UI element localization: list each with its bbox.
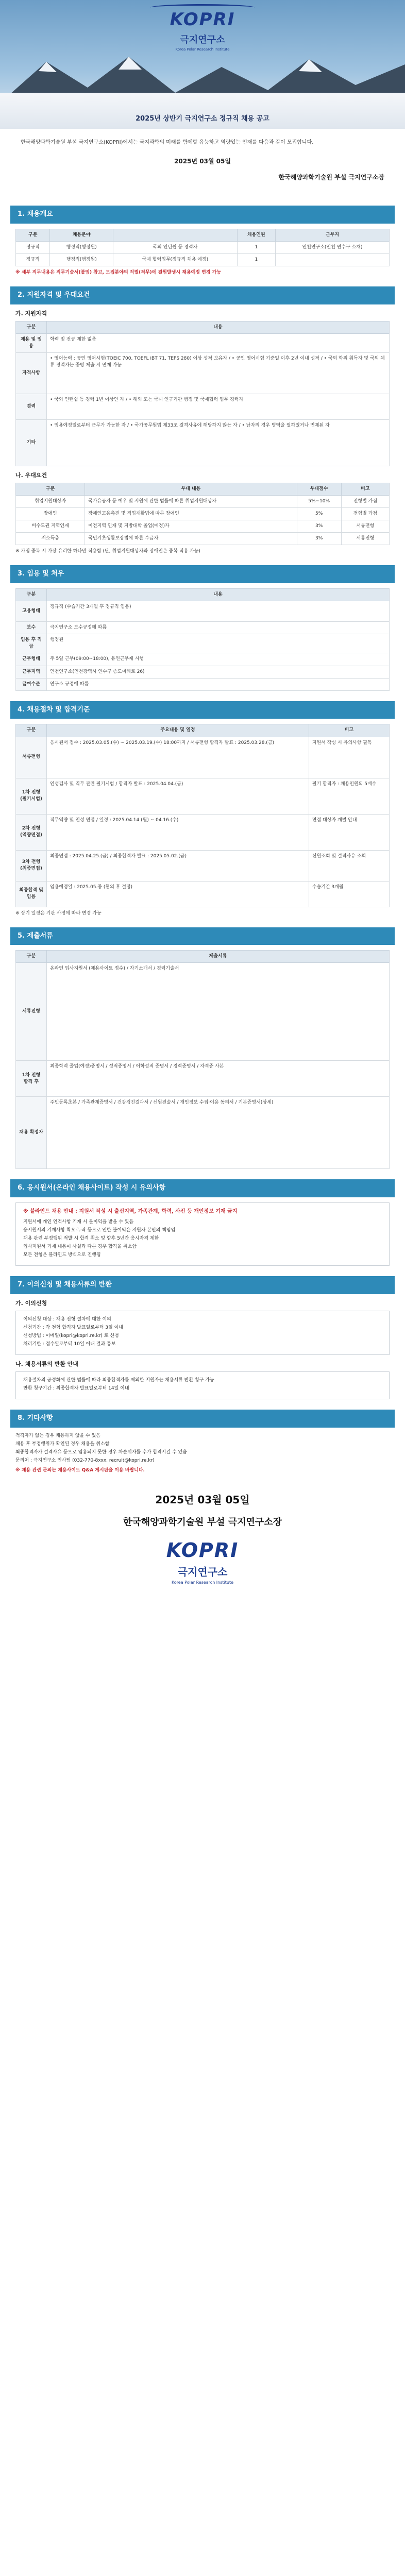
pref-table	[15, 483, 390, 545]
procedure-note: ※ 상기 일정은 기관 사정에 따라 변경 가능	[15, 910, 102, 916]
table-row: 경력 • 국외 인턴쉽 등 경력 1년 이상인 자 / • 해외 또는 국내 연구기관 행정 및 국제협력 업무 경력자	[16, 394, 390, 420]
section-qualification-header: 2. 지원자격 및 우대요건	[10, 286, 395, 304]
cautions-box	[15, 1202, 390, 1266]
table-header: 채용분야	[50, 229, 113, 242]
footer-logo-name: 극지연구소	[177, 1566, 228, 1579]
section-employment	[0, 588, 405, 690]
table-header: 비고	[309, 724, 389, 737]
appeal-box	[15, 1311, 390, 1355]
intro-paragraph: 한국해양과학기술원 부설 극지연구소(KOPRI)에서는 극지과학의 미래를 함께할 유능하고 역량있는 인재를 다음과 같이 모집합니다.	[21, 140, 314, 145]
table-row: 3차 전형 (최종면접) 최종면접 : 2025.04.25.(금) / 최종합격자 발표 : 2025.05.02.(금) 신원조회 및 결격사유 조회	[16, 850, 390, 881]
table-row: 정규직 행정직(행정원) 국외 인턴쉽 등 경력자 1 인천연구소(인천 연수구 소재)	[16, 242, 390, 254]
section-qualification	[0, 310, 405, 555]
section-procedure	[0, 724, 405, 917]
table-header	[113, 229, 238, 242]
table-header: 구분	[16, 229, 50, 242]
footer-org: 한국해양과학기술원 부설 극지연구소장	[123, 1517, 282, 1528]
list-item: 처리기한 : 접수일로부터 10일 이내 결과 통보	[23, 1341, 116, 1347]
section-cautions	[0, 1202, 405, 1266]
logo-name: 극지연구소	[180, 35, 225, 46]
table-row: 채용 확정자 주민등록초본 / 가족관계증명서 / 건강검진결과서 / 신원진술서 / 개인정보 수집·이용 동의서 / 기본증명서(상세)	[16, 1097, 390, 1169]
qual-sub-title: 가. 지원자격	[15, 310, 47, 317]
section-etc	[0, 1433, 405, 1474]
section-etc-header: 8. 기타사항	[10, 1410, 395, 1428]
qual-table	[15, 321, 390, 466]
table-header: 구분	[16, 724, 47, 737]
table-row: 최종합격 및 임용 임용예정일 : 2025.05.중 (협의 후 결정) 수습기간 3개월	[16, 881, 390, 907]
cautions-red-title: ※ 블라인드 채용 안내 : 지원서 작성 시 출신지역, 가족관계, 학력, 사진 등 개인정보 기재 금지	[23, 1209, 238, 1215]
return-box	[15, 1371, 390, 1399]
section-employment-header: 3. 임용 및 처우	[10, 565, 395, 583]
hero-banner	[0, 0, 405, 129]
section-overview-header: 1. 채용개요	[10, 206, 395, 224]
table-row: 근무형태 주 5일 근무(09:00~18:00), 유연근무제 시행	[16, 653, 390, 666]
list-item: 신청기간 : 각 전형 합격자 발표일로부터 3일 이내	[23, 1325, 123, 1330]
section-procedure-header: 4. 채용절차 및 합격기준	[10, 701, 395, 719]
hero-title: 2025년 상반기 극지연구소 정규직 채용 공고	[136, 115, 269, 123]
table-header: 내용	[47, 589, 390, 601]
list-item: 응시원서의 기재사항 착오·누락 등으로 인한 불이익은 지원자 본인의 책임임	[23, 1227, 176, 1233]
table-header: 비고	[341, 483, 389, 496]
list-item: 반환 청구기간 : 최종합격자 발표일로부터 14일 이내	[23, 1385, 129, 1391]
appeal-sub-title: 가. 이의신청	[15, 1299, 47, 1307]
logo-name-en: Korea Polar Research Institute	[175, 47, 230, 52]
table-header: 내용	[47, 321, 390, 334]
section-cautions-header: 6. 응시원서(온라인 채용사이트) 작성 시 유의사항	[10, 1179, 395, 1197]
section-documents	[0, 950, 405, 1169]
table-row: 채용 및 임용 학력 및 전공 제한 없음	[16, 334, 390, 353]
table-row: 서류전형 온라인 입사지원서 (채용사이트 접수) / 자기소개서 / 경력기술서	[16, 963, 390, 1061]
table-row: 2차 전형 (역량면접) 직무역량 및 인성 면접 / 일정 : 2025.04.14.(월) ~ 04.16.(수) 면접 대상자 개별 안내	[16, 814, 390, 850]
table-row: 임용 후 직급 행정원	[16, 634, 390, 653]
table-row: 저소득층 국민기초생활보장법에 따른 수급자 3% 서류전형	[16, 533, 390, 545]
list-item: 입사지원서 기재 내용이 사실과 다른 경우 합격을 취소함	[23, 1244, 137, 1249]
list-item: 채용 후 부정행위가 확인된 경우 채용을 취소함	[15, 1441, 110, 1447]
table-header: 채용인원	[237, 229, 275, 242]
list-item: 이의신청 대상 : 채용 전형 절차에 대한 이의	[23, 1316, 111, 1322]
list-item: 채용 관련 부정행위 적발 시 합격 취소 및 향후 5년간 응시자격 제한	[23, 1235, 159, 1241]
etc-list	[15, 1433, 390, 1464]
table-row: 자격사항 • 영어능력 : 공인 영어시험(TOEIC 700, TOEFL iBT 71, TEPS 280) 이상 성적 보유자 / • 공인 영어시험 기준일 이후 2년 이내 성적 / • 국외 학위 취득자 및 국외 체류 경력자는 증빙 제출 시 면제 가능	[16, 353, 390, 394]
list-item: 적격자가 없는 경우 채용하지 않을 수 있음	[15, 1433, 100, 1438]
list-item: 신청방법 : 이메일(kopri@kopri.re.kr) 로 신청	[23, 1333, 119, 1338]
table-row: 기타 • 임용예정일로부터 근무가 가능한 자 / • 국가공무원법 제33조 결격사유에 해당하지 않는 자 / • 남자의 경우 병역을 필하였거나 면제된 자	[16, 420, 390, 466]
list-item: 채용절차의 공정화에 관한 법률에 따라 최종합격자를 제외한 지원자는 채용서류 반환 청구 가능	[23, 1377, 214, 1383]
list-item: 최종합격자가 결격사유 등으로 임용되지 못한 경우 차순위자를 추가 합격시킬 수 있음	[15, 1449, 187, 1455]
table-header: 구분	[16, 951, 47, 963]
table-header: 우대점수	[297, 483, 341, 496]
table-header: 구분	[16, 589, 47, 601]
list-item: 지원서에 개인 인적사항 기재 시 불이익을 받을 수 있음	[23, 1219, 134, 1225]
pref-sub-title: 나. 우대요건	[15, 472, 47, 479]
table-row: 1차 전형 합격 후 최종학력 졸업(예정)증명서 / 성적증명서 / 어학성적 증명서 / 경력증명서 / 자격증 사본	[16, 1061, 390, 1097]
table-header: 구분	[16, 483, 85, 496]
etc-red-note: ※ 채용 관련 문의는 채용사이트 Q&A 게시판을 이용 바랍니다.	[15, 1468, 145, 1473]
footer-logo-text: KOPRI	[166, 1539, 239, 1562]
intro-org: 한국해양과학기술원 부설 극지연구소장	[278, 173, 384, 181]
section-documents-header: 5. 제출서류	[10, 927, 395, 945]
intro	[0, 129, 405, 195]
table-row: 보수 극지연구소 보수규정에 따름	[16, 622, 390, 634]
section-appeal-header: 7. 이의신청 및 채용서류의 반환	[10, 1276, 395, 1294]
table-header: 제출서류	[47, 951, 390, 963]
section-appeal	[0, 1299, 405, 1399]
footer-logo-name-en: Korea Polar Research Institute	[171, 1580, 234, 1585]
overview-table	[15, 229, 390, 266]
table-header: 근무지	[276, 229, 390, 242]
logo-text: KOPRI	[143, 7, 262, 32]
section-overview	[0, 229, 405, 276]
table-row: 비수도권 지역인재 이전지역 인재 및 지방대학 졸업(예정)자 3% 서류전형	[16, 520, 390, 533]
table-row: 정규직 행정직(행정원) 국제 협력업무(정규직 채용 예정) 1	[16, 254, 390, 266]
list-item: 모든 전형은 블라인드 방식으로 진행됨	[23, 1252, 101, 1258]
footer-date: 2025년 03월 05일	[155, 1494, 250, 1506]
documents-table	[15, 950, 390, 1169]
table-row: 1차 전형 (필기시험) 인성검사 및 직무 관련 필기시험 / 합격자 발표 : 2025.04.04.(금) 필기 합격자 : 채용인원의 5배수	[16, 778, 390, 814]
employment-table	[15, 588, 390, 690]
kopri-logo	[143, 7, 262, 53]
procedure-table	[15, 724, 390, 907]
table-header: 주요내용 및 일정	[47, 724, 309, 737]
pref-note: ※ 가점 중복 시 가장 유리한 하나만 적용함 (단, 취업지원대상자와 장애인은 중복 적용 가능)	[15, 549, 200, 554]
table-row: 급여수준 연구소 규정에 따름	[16, 678, 390, 690]
table-row: 고용형태 정규직 (수습기간 3개월 후 정규직 임용)	[16, 601, 390, 622]
table-row: 서류전형 응시원서 접수 : 2025.03.05.(수) ~ 2025.03.19.(수) 18:00까지 / 서류전형 합격자 발표 : 2025.03.28.(금) 지원서 작성 시 유의사항 필독	[16, 737, 390, 778]
table-row: 장애인 장애인고용촉진 및 직업재활법에 따른 장애인 5% 전형별 가점	[16, 508, 390, 520]
table-header: 구분	[16, 321, 47, 334]
table-header: 우대 내용	[85, 483, 297, 496]
list-item: 문의처 : 극지연구소 인사팀 (032-770-8xxx, recruit@kopri.re.kr)	[15, 1458, 155, 1464]
footer	[0, 1477, 405, 1596]
table-row: 근무지역 인천연구소(인천광역시 연수구 송도미래로 26)	[16, 666, 390, 678]
intro-date: 2025년 03월 05일	[174, 157, 231, 165]
overview-note: ※ 세부 직무내용은 직무기술서(붙임) 참고, 모집분야의 직렬(직무)에 결원발생시 채용예정 변경 가능	[15, 270, 222, 276]
table-row: 취업지원대상자 국가유공자 등 예우 및 지원에 관한 법률에 따른 취업지원대상자 5%~10% 전형별 가점	[16, 496, 390, 508]
return-sub-title: 나. 채용서류의 반환 안내	[15, 1361, 78, 1367]
